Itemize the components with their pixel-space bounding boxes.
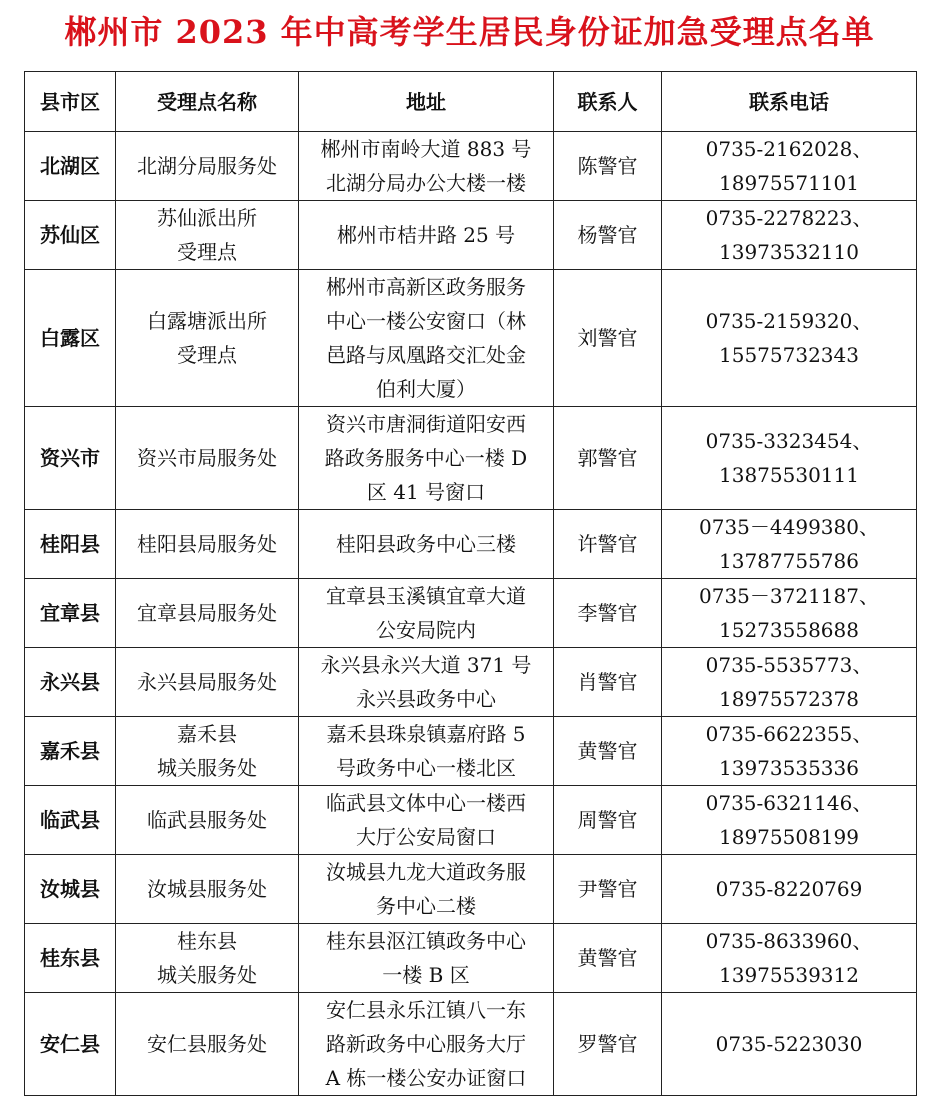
- office-line: 苏仙派出所: [157, 206, 257, 230]
- contact-cell: 周警官: [554, 786, 662, 855]
- phone-cell: [662, 717, 917, 786]
- column-header-address: 地址: [299, 72, 554, 132]
- office-cell: [116, 201, 299, 270]
- phone-line: 15575732343: [719, 343, 859, 367]
- table-row: [25, 201, 917, 270]
- address-line: 郴州市桔井路 25 号: [336, 223, 516, 247]
- office-cell: [116, 924, 299, 993]
- address-cell: [299, 510, 554, 579]
- phone-line: 13973535336: [719, 756, 859, 780]
- phone-line: 0735-6622355、: [705, 722, 873, 746]
- office-cell: [116, 579, 299, 648]
- office-line: 临武县服务处: [147, 808, 267, 832]
- phone-line: 18975571101: [719, 171, 859, 195]
- address-line: 大厅公安局窗口: [356, 825, 496, 849]
- office-line: 桂东县: [177, 929, 237, 953]
- contact-cell: 陈警官: [554, 132, 662, 201]
- address-cell: [299, 407, 554, 510]
- address-line: A 栋一楼公安办证窗口: [325, 1066, 527, 1090]
- district-cell: 永兴县: [25, 648, 116, 717]
- address-line: 永兴县永兴大道 371 号: [320, 653, 532, 677]
- table-row: [25, 993, 917, 1096]
- contact-cell: 杨警官: [554, 201, 662, 270]
- address-line: 务中心二楼: [376, 894, 476, 918]
- address-line: 区 41 号窗口: [366, 480, 486, 504]
- district-cell: 白露区: [25, 270, 116, 407]
- table-row: [25, 855, 917, 924]
- contact-cell: 李警官: [554, 579, 662, 648]
- table-body: [25, 132, 917, 1096]
- phone-line: 15273558688: [719, 618, 859, 642]
- address-line: 号政务中心一楼北区: [336, 756, 516, 780]
- office-line: 城关服务处: [157, 756, 257, 780]
- office-cell: [116, 407, 299, 510]
- phone-line: 18975508199: [719, 825, 859, 849]
- address-cell: [299, 855, 554, 924]
- district-cell: 桂东县: [25, 924, 116, 993]
- address-line: 郴州市南岭大道 883 号: [320, 137, 532, 161]
- address-line: 临武县文体中心一楼西: [326, 791, 526, 815]
- column-header-contact: 联系人: [554, 72, 662, 132]
- phone-line: 0735-5223030: [715, 1032, 863, 1056]
- district-cell: 资兴市: [25, 407, 116, 510]
- phone-line: 13973532110: [719, 240, 859, 264]
- table-header-row: [25, 72, 917, 132]
- phone-line: 18975572378: [719, 687, 859, 711]
- contact-cell: 黄警官: [554, 924, 662, 993]
- contact-cell: 刘警官: [554, 270, 662, 407]
- district-cell: 北湖区: [25, 132, 116, 201]
- table-row: [25, 132, 917, 201]
- address-line: 伯利大厦）: [376, 377, 476, 401]
- phone-line: 0735-8220769: [715, 877, 863, 901]
- office-line: 桂阳县局服务处: [137, 532, 277, 556]
- address-cell: [299, 786, 554, 855]
- address-line: 中心一楼公安窗口（林: [326, 309, 526, 333]
- office-cell: [116, 648, 299, 717]
- phone-cell: [662, 579, 917, 648]
- table-row: [25, 579, 917, 648]
- office-cell: [116, 510, 299, 579]
- phone-line: 0735-3323454、: [705, 429, 873, 453]
- office-line: 永兴县局服务处: [137, 670, 277, 694]
- phone-line: 0735-5535773、: [705, 653, 873, 677]
- office-cell: [116, 717, 299, 786]
- address-cell: [299, 993, 554, 1096]
- page-title: 郴州市 2023 年中高考学生居民身份证加急受理点名单: [64, 13, 875, 51]
- phone-cell: [662, 132, 917, 201]
- phone-cell: [662, 993, 917, 1096]
- address-cell: [299, 201, 554, 270]
- address-line: 桂东县沤江镇政务中心: [326, 929, 526, 953]
- phone-cell: [662, 201, 917, 270]
- address-line: 邑路与凤凰路交汇处金: [326, 343, 526, 367]
- table-row: [25, 648, 917, 717]
- office-table: [24, 71, 917, 1096]
- contact-cell: 尹警官: [554, 855, 662, 924]
- contact-cell: 黄警官: [554, 717, 662, 786]
- office-line: 白露塘派出所: [147, 309, 267, 333]
- office-cell: [116, 855, 299, 924]
- office-line: 安仁县服务处: [147, 1032, 267, 1056]
- address-line: 资兴市唐洞街道阳安西: [326, 412, 526, 436]
- phone-line: 13787755786: [719, 549, 859, 573]
- table-row: [25, 924, 917, 993]
- office-cell: [116, 993, 299, 1096]
- address-cell: [299, 132, 554, 201]
- phone-cell: [662, 648, 917, 717]
- phone-cell: [662, 855, 917, 924]
- contact-cell: 许警官: [554, 510, 662, 579]
- address-line: 嘉禾县珠泉镇嘉府路 5: [326, 722, 526, 746]
- phone-line: 0735-6321146、: [705, 791, 873, 815]
- address-line: 宜章县玉溪镇宜章大道: [326, 584, 526, 608]
- phone-cell: [662, 407, 917, 510]
- contact-cell: 罗警官: [554, 993, 662, 1096]
- address-line: 路新政务中心服务大厅: [326, 1032, 526, 1056]
- table-row: [25, 270, 917, 407]
- district-cell: 汝城县: [25, 855, 116, 924]
- office-line: 受理点: [177, 343, 237, 367]
- address-cell: [299, 579, 554, 648]
- table-row: [25, 717, 917, 786]
- address-line: 安仁县永乐江镇八一东: [326, 998, 526, 1022]
- phone-cell: [662, 270, 917, 407]
- address-cell: [299, 924, 554, 993]
- district-cell: 临武县: [25, 786, 116, 855]
- district-cell: 桂阳县: [25, 510, 116, 579]
- phone-line: 0735－3721187、: [699, 584, 879, 608]
- address-line: 一楼 B 区: [382, 963, 470, 987]
- phone-line: 0735-2278223、: [705, 206, 873, 230]
- phone-cell: [662, 510, 917, 579]
- phone-line: 0735－4499380、: [699, 515, 879, 539]
- table-row: [25, 407, 917, 510]
- table-row: [25, 786, 917, 855]
- column-header-phone: 联系电话: [662, 72, 917, 132]
- district-cell: 苏仙区: [25, 201, 116, 270]
- office-cell: [116, 270, 299, 407]
- phone-line: 0735-2162028、: [705, 137, 873, 161]
- contact-cell: 肖警官: [554, 648, 662, 717]
- column-header-office: 受理点名称: [116, 72, 299, 132]
- office-cell: [116, 132, 299, 201]
- office-line: 受理点: [177, 240, 237, 264]
- phone-line: 0735-8633960、: [705, 929, 873, 953]
- address-cell: [299, 648, 554, 717]
- office-line: 城关服务处: [157, 963, 257, 987]
- table-row: [25, 510, 917, 579]
- office-line: 宜章县局服务处: [137, 601, 277, 625]
- office-line: 资兴市局服务处: [137, 446, 277, 470]
- phone-cell: [662, 786, 917, 855]
- address-line: 公安局院内: [376, 618, 476, 642]
- address-line: 桂阳县政务中心三楼: [336, 532, 516, 556]
- address-cell: [299, 717, 554, 786]
- address-line: 路政务服务中心一楼 D: [324, 446, 528, 470]
- column-header-district: 县市区: [25, 72, 116, 132]
- phone-line: 13975539312: [719, 963, 859, 987]
- office-line: 北湖分局服务处: [137, 154, 277, 178]
- district-cell: 宜章县: [25, 579, 116, 648]
- address-line: 郴州市高新区政务服务: [326, 275, 526, 299]
- address-cell: [299, 270, 554, 407]
- district-cell: 安仁县: [25, 993, 116, 1096]
- office-cell: [116, 786, 299, 855]
- district-cell: 嘉禾县: [25, 717, 116, 786]
- office-line: 嘉禾县: [177, 722, 237, 746]
- phone-line: 13875530111: [719, 463, 859, 487]
- phone-cell: [662, 924, 917, 993]
- address-line: 永兴县政务中心: [356, 687, 496, 711]
- phone-line: 0735-2159320、: [705, 309, 873, 333]
- address-line: 北湖分局办公大楼一楼: [326, 171, 526, 195]
- contact-cell: 郭警官: [554, 407, 662, 510]
- office-line: 汝城县服务处: [147, 877, 267, 901]
- address-line: 汝城县九龙大道政务服: [326, 860, 526, 884]
